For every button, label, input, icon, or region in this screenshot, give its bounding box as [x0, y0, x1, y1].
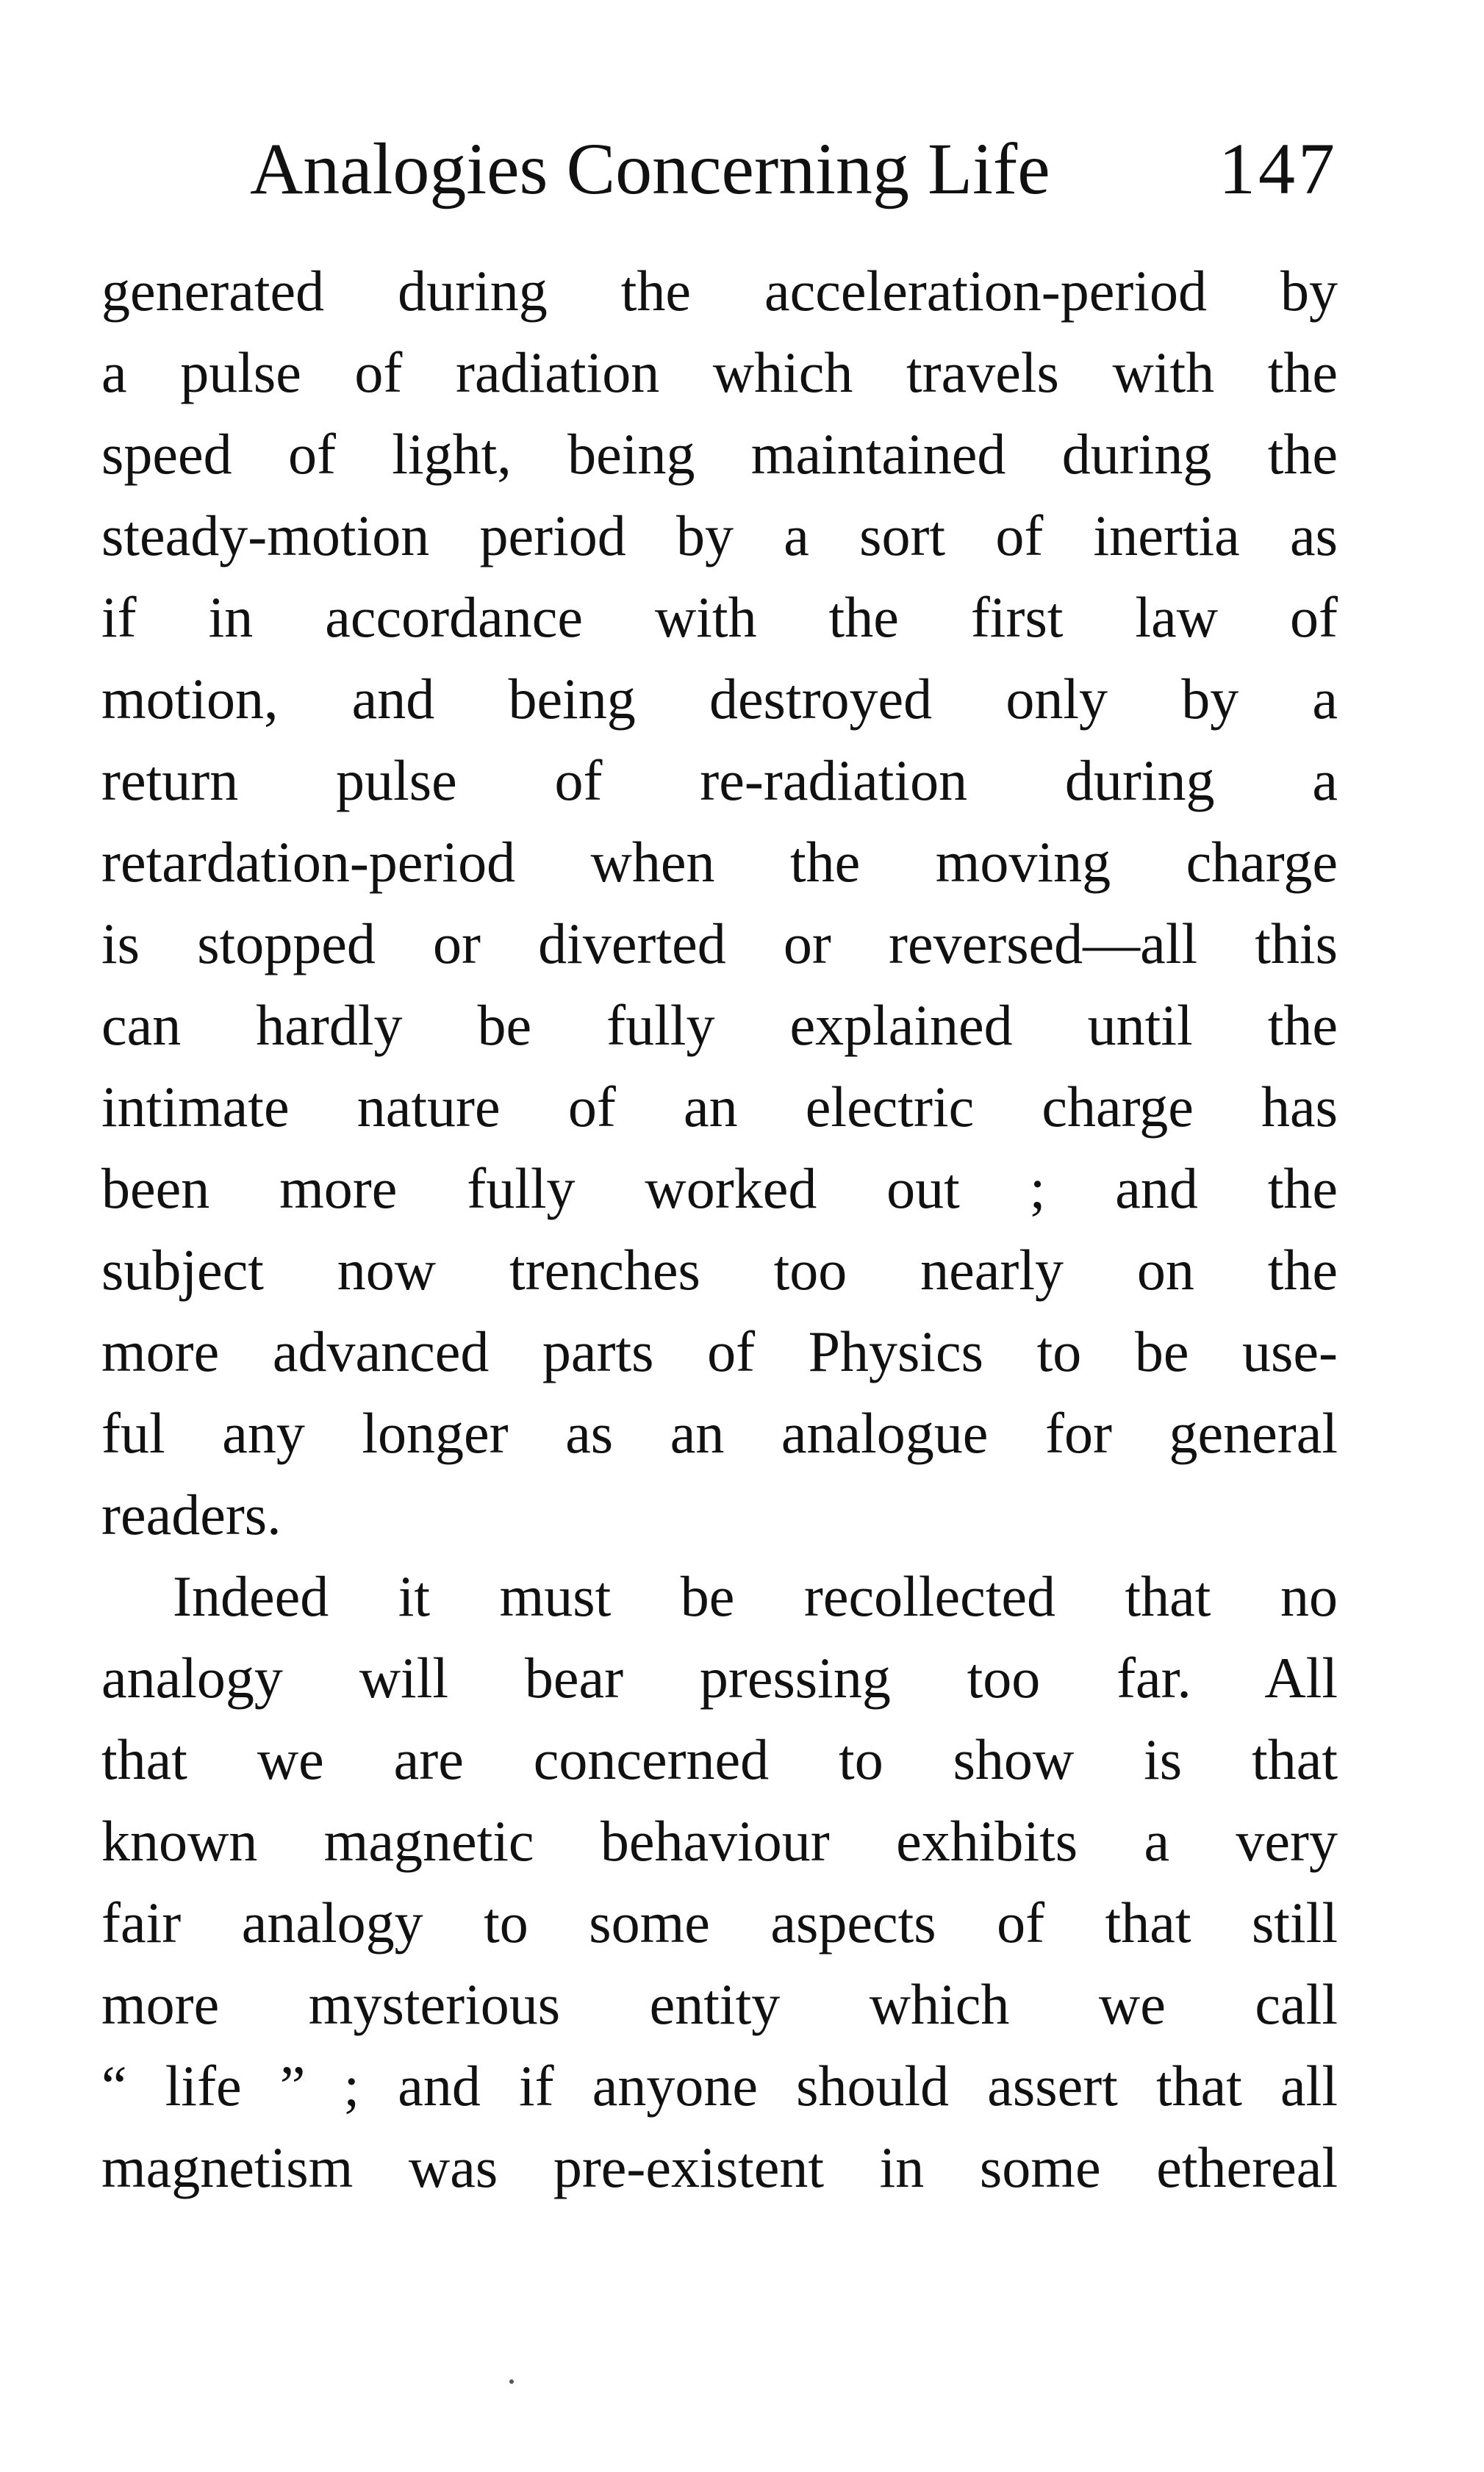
text-line: Indeed it must be recollected that no — [173, 1564, 1338, 1628]
text-line: readers. — [101, 1483, 282, 1547]
ink-speck — [509, 2379, 514, 2384]
text-line: more advanced parts of Physics to be use- — [101, 1319, 1338, 1383]
text-line: motion, and being destroyed only by a — [101, 667, 1338, 731]
text-line: is stopped or diverted or reversed—all this — [101, 911, 1338, 975]
text-line: generated during the acceleration-period by — [101, 259, 1338, 323]
text-line: if in accordance with the first law of — [101, 585, 1338, 649]
text-line: can hardly be fully explained until the — [101, 993, 1338, 1057]
text-line: return pulse of re-radiation during a — [101, 748, 1338, 812]
running-title: Analogies Concerning Life — [250, 128, 1050, 209]
paragraph-2 — [101, 1555, 1338, 2208]
text-line: fair analogy to some aspects of that still — [101, 1891, 1338, 1955]
text-line: more mysterious entity which we call — [101, 1972, 1338, 2036]
text-line: analogy will bear pressing too far. All — [101, 1646, 1338, 1710]
text-line: known magnetic behaviour exhibits a very — [101, 1809, 1338, 1873]
page-number: 147 — [1219, 128, 1338, 209]
text-line: retardation-period when the moving charge — [101, 830, 1338, 894]
text-line: intimate nature of an electric charge has — [101, 1075, 1338, 1139]
running-head — [250, 118, 1338, 221]
text-line: been more fully worked out ; and the — [101, 1156, 1338, 1220]
text-line: ful any longer as an analogue for general — [101, 1401, 1338, 1465]
text-line: a pulse of radiation which travels with the — [101, 340, 1338, 404]
text-line: that we are concerned to show is that — [101, 1727, 1338, 1791]
text-line: “ life ” ; and if anyone should assert that all — [101, 2054, 1338, 2118]
body-text — [101, 250, 1338, 2208]
text-line: magnetism was pre-existent in some ethereal — [101, 2135, 1338, 2199]
text-line: subject now trenches too nearly on the — [101, 1238, 1338, 1302]
text-line: steady-motion period by a sort of inertia as — [101, 504, 1338, 567]
text-line: speed of light, being maintained during the — [101, 422, 1338, 486]
paragraph-1 — [101, 250, 1338, 1555]
